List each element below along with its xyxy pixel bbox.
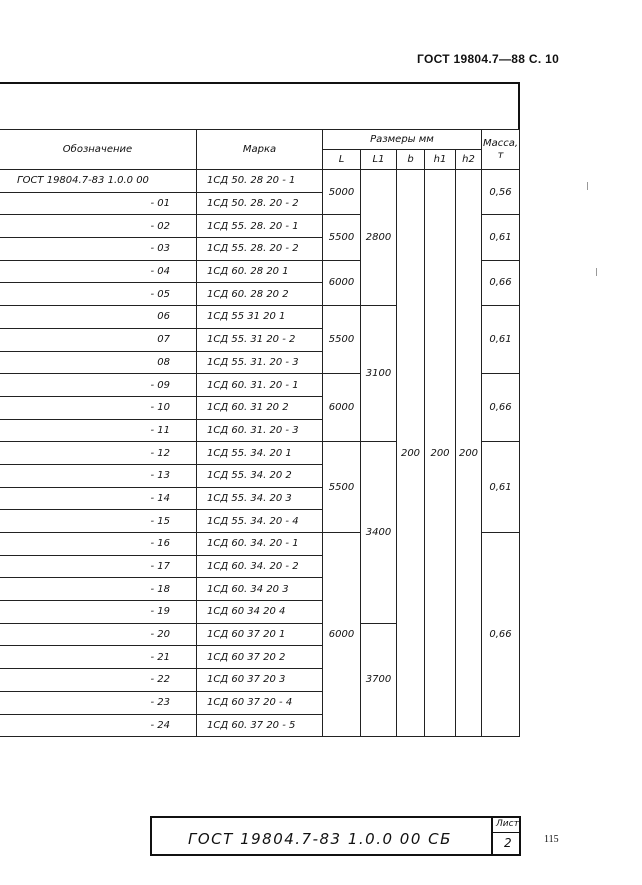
table-row-designation: - 24 [0,714,197,737]
table-row-designation: - 16 [0,533,197,556]
cell-mass: 0,61 [482,215,520,260]
table-row-mark: 1СД 60 37 20 2 [197,646,323,669]
title-block [150,816,521,856]
header-sizes: Размеры мм [323,130,482,150]
document-code: ГОСТ 19804.7-83 1.0.0 00 СБ [188,830,452,848]
table-row-mark: 1СД 60 37 20 - 4 [197,691,323,714]
table-row-mark: 1СД 60. 31. 20 - 3 [197,419,323,442]
table-row-designation: - 14 [0,487,197,510]
table-row-designation: - 12 [0,442,197,465]
table-row-designation: - 03 [0,238,197,261]
cell-mass: 0,61 [482,442,520,533]
table-row-mark: 1СД 60. 31. 20 - 1 [197,374,323,397]
table-row-designation: - 10 [0,396,197,419]
table-row-mark: 1СД 55. 34. 20 3 [197,487,323,510]
table-row-mark: 1СД 60 37 20 3 [197,669,323,692]
table-row-designation: 07 [0,328,197,351]
table-row-mark: 1СД 60. 37 20 - 5 [197,714,323,737]
cell-h1: 200 [425,170,456,737]
cell-l1: 3100 [361,306,397,442]
table-row-mark: 1СД 50. 28 20 - 1 [197,170,323,193]
page-number: 115 [544,834,559,845]
scan-mark [587,182,588,190]
table-row-mark: 1СД 55. 31. 20 - 3 [197,351,323,374]
table-row-designation: - 15 [0,510,197,533]
table-row-mark: 1СД 60. 31 20 2 [197,396,323,419]
table-row-mark: 1СД 55 31 20 1 [197,306,323,329]
cell-l: 5500 [323,215,361,260]
table-row-mark: 1СД 60. 34. 20 - 2 [197,555,323,578]
table-row-designation: - 09 [0,374,197,397]
table-row-designation: - 04 [0,260,197,283]
table-row-designation: - 19 [0,601,197,624]
frame-right-line [518,82,520,130]
table-row-designation: - 20 [0,623,197,646]
table-row-designation: - 21 [0,646,197,669]
table-row-mark: 1СД 60. 28 20 2 [197,283,323,306]
cell-l: 6000 [323,374,361,442]
table-row-mark: 1СД 50. 28. 20 - 2 [197,192,323,215]
header-b: b [397,150,425,170]
cell-b: 200 [397,170,425,737]
table-row-designation: - 23 [0,691,197,714]
table-row-mark: 1СД 55. 28. 20 - 1 [197,215,323,238]
scan-mark [596,268,597,276]
specification-table [0,129,520,737]
table-row-designation: - 18 [0,578,197,601]
table-row-designation: - 17 [0,555,197,578]
cell-h2: 200 [456,170,482,737]
cell-mass: 0,56 [482,170,520,215]
cell-mass: 0,66 [482,533,520,737]
header-l1: L1 [361,150,397,170]
table-row-mark: 1СД 60. 34. 20 - 1 [197,533,323,556]
cell-mass: 0,66 [482,374,520,442]
table-row-designation: - 02 [0,215,197,238]
table-row-designation: - 13 [0,464,197,487]
header-mark: Марка [197,130,323,170]
title-block-divider [491,818,493,854]
table-row-mark: 1СД 60. 28 20 1 [197,260,323,283]
table-row-designation: ГОСТ 19804.7-83 1.0.0 00 [0,170,197,193]
table-row-designation: - 11 [0,419,197,442]
table-row-designation: - 01 [0,192,197,215]
cell-l: 6000 [323,533,361,737]
header-designation: Обозначение [0,130,197,170]
header-l: L [323,150,361,170]
header-mass: Масса, т [482,130,520,170]
table-row-mark: 1СД 55. 28. 20 - 2 [197,238,323,261]
table-row-mark: 1СД 60 37 20 1 [197,623,323,646]
page-header: ГОСТ 19804.7—88 С. 10 [417,52,560,66]
table-row-designation: - 05 [0,283,197,306]
table-row-mark: 1СД 55. 34. 20 1 [197,442,323,465]
table-row-designation: 06 [0,306,197,329]
cell-l: 5500 [323,442,361,533]
sheet-number: 2 [504,836,512,850]
cell-l1: 3700 [361,623,397,736]
sheet-label: Лист [496,819,519,829]
sheet-divider [493,832,521,833]
cell-mass: 0,66 [482,260,520,305]
cell-l1: 2800 [361,170,397,306]
table-row-mark: 1СД 60 34 20 4 [197,601,323,624]
table-row-mark: 1СД 55. 34. 20 2 [197,464,323,487]
cell-l1: 3400 [361,442,397,624]
table-row-designation: 08 [0,351,197,374]
table-row-mark: 1СД 55. 34. 20 - 4 [197,510,323,533]
header-h2: h2 [456,150,482,170]
header-h1: h1 [425,150,456,170]
cell-l: 6000 [323,260,361,305]
frame-top-line [0,82,520,84]
table-row-mark: 1СД 60. 34 20 3 [197,578,323,601]
table-row-designation: - 22 [0,669,197,692]
cell-l: 5000 [323,170,361,215]
table-row-mark: 1СД 55. 31 20 - 2 [197,328,323,351]
cell-mass: 0,61 [482,306,520,374]
cell-l: 5500 [323,306,361,374]
